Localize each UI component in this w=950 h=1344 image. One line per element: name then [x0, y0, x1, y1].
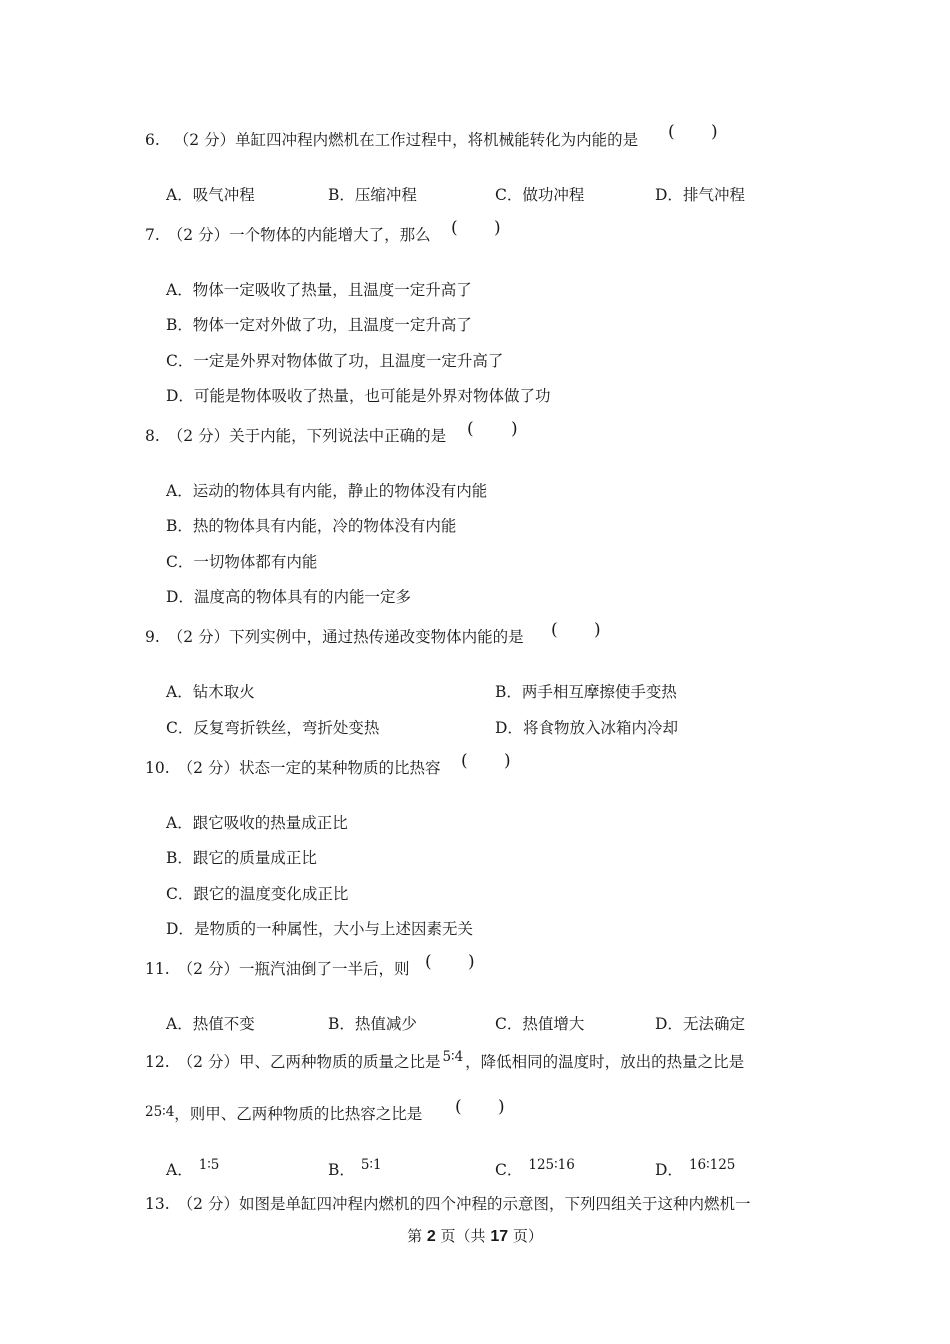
question-text: 一瓶汽油倒了一半后，则 — [238, 960, 410, 978]
option-b — [495, 682, 677, 702]
option-letter: D． — [655, 1015, 683, 1033]
option-text: 将食物放入冰箱内冷却 — [522, 719, 678, 737]
footer-suffix: 页） — [508, 1227, 543, 1245]
answer-paren-open: ( — [461, 751, 468, 771]
option-a — [166, 1014, 255, 1034]
option-b — [166, 315, 472, 335]
option-letter: D． — [166, 387, 194, 405]
option-letter: B． — [166, 316, 193, 334]
option-a — [166, 280, 472, 300]
question-score: （2 分） — [173, 131, 236, 149]
question-number: 9. — [145, 628, 160, 646]
question-number: 13. — [145, 1195, 170, 1213]
option-b — [166, 516, 456, 536]
option-d — [166, 587, 411, 607]
option-letter: C． — [495, 1015, 523, 1033]
option-d — [166, 919, 473, 939]
question-number: 11. — [145, 960, 170, 978]
option-c — [166, 351, 503, 371]
option-text: 1∶5 — [198, 1157, 220, 1173]
option-b — [328, 1014, 417, 1034]
question-13-stem — [145, 1194, 750, 1214]
option-text: 物体一定吸收了热量，且温度一定升高了 — [192, 281, 472, 299]
answer-paren-open: ( — [467, 419, 474, 439]
option-text: 是物质的一种属性，大小与上述因素无关 — [193, 920, 473, 938]
option-letter: D． — [655, 1161, 683, 1179]
option-text: 吸气冲程 — [192, 186, 255, 204]
question-12-stem-line1 — [145, 1049, 745, 1073]
question-text: 单缸四冲程内燃机在工作过程中，将机械能转化为内能的是 — [235, 131, 639, 149]
option-letter: A． — [166, 281, 193, 299]
answer-paren-close: ) — [498, 1097, 505, 1117]
option-letter: A． — [166, 1161, 193, 1179]
question-number: 6. — [145, 131, 160, 149]
answer-paren-close: ) — [468, 952, 475, 972]
footer-page-number: 2 — [426, 1228, 436, 1245]
answer-paren-close: ) — [594, 620, 601, 640]
answer-paren-open: ( — [668, 122, 675, 142]
option-text: 热值减少 — [354, 1015, 417, 1033]
option-text: 做功冲程 — [522, 186, 585, 204]
option-letter: A． — [166, 482, 193, 500]
option-d — [655, 1157, 736, 1181]
option-text: 125∶16 — [528, 1157, 575, 1173]
option-d — [166, 386, 550, 406]
footer-prefix: 第 — [407, 1227, 427, 1245]
question-text: 一个物体的内能增大了，那么 — [229, 226, 431, 244]
option-letter: A． — [166, 683, 193, 701]
question-12-stem-line2 — [145, 1104, 422, 1125]
option-a — [166, 813, 348, 833]
option-letter: C． — [495, 186, 523, 204]
option-c — [495, 185, 584, 205]
option-text: 无法确定 — [682, 1015, 745, 1033]
option-d — [495, 718, 678, 738]
option-c — [495, 1157, 575, 1181]
heat-ratio: 25∶4 — [145, 1104, 175, 1120]
question-score: （2 分） — [177, 1053, 239, 1071]
question-9-stem — [145, 627, 524, 647]
question-number: 7. — [145, 226, 160, 244]
answer-paren-close: ) — [511, 419, 518, 439]
answer-paren-open: ( — [451, 218, 458, 238]
option-letter: C． — [166, 352, 194, 370]
option-text: 跟它吸收的热量成正比 — [192, 814, 348, 832]
option-text: 温度高的物体具有的内能一定多 — [193, 588, 411, 606]
option-letter: B． — [166, 517, 193, 535]
option-c — [495, 1014, 584, 1034]
option-text: 一定是外界对物体做了功，且温度一定升高了 — [193, 352, 504, 370]
option-text: 热值不变 — [192, 1015, 255, 1033]
option-b — [166, 848, 317, 868]
option-letter: D． — [166, 588, 194, 606]
question-text: 如图是单缸四冲程内燃机的四个冲程的示意图，下列四组关于这种内燃机一 — [238, 1195, 751, 1213]
option-text: 两手相互摩擦使手变热 — [521, 683, 677, 701]
question-score: （2 分） — [167, 628, 230, 646]
question-score: （2 分） — [167, 427, 230, 445]
option-text: 物体一定对外做了功，且温度一定升高了 — [192, 316, 472, 334]
option-text: 热值增大 — [522, 1015, 585, 1033]
option-c — [166, 552, 317, 572]
option-text: 跟它的质量成正比 — [192, 849, 317, 867]
question-7-stem — [145, 225, 431, 245]
option-letter: C． — [166, 885, 194, 903]
answer-paren-open: ( — [455, 1097, 462, 1117]
question-score: （2 分） — [167, 226, 230, 244]
question-number: 10. — [145, 759, 170, 777]
option-a — [166, 1157, 220, 1181]
footer-total-pages: 17 — [490, 1228, 509, 1245]
option-text: 5∶1 — [360, 1157, 382, 1173]
option-text: 可能是物体吸收了热量，也可能是外界对物体做了功 — [193, 387, 551, 405]
option-a — [166, 481, 487, 501]
option-text: 一切物体都有内能 — [193, 553, 318, 571]
question-8-stem — [145, 426, 446, 446]
option-letter: A． — [166, 1015, 193, 1033]
option-letter: B． — [328, 1161, 355, 1179]
question-text: 下列实例中，通过热传递改变物体内能的是 — [229, 628, 524, 646]
option-b — [328, 185, 417, 205]
option-letter: B． — [495, 683, 522, 701]
answer-paren-open: ( — [425, 952, 432, 972]
option-letter: B． — [166, 849, 193, 867]
question-text: ，降低相同的温度时，放出的热量之比是 — [465, 1053, 745, 1071]
option-letter: B． — [328, 186, 355, 204]
option-text: 反复弯折铁丝，弯折处变热 — [193, 719, 380, 737]
option-letter: A． — [166, 186, 193, 204]
option-a — [166, 682, 255, 702]
page-footer — [0, 1226, 950, 1247]
answer-paren-close: ) — [504, 751, 511, 771]
question-text: 关于内能，下列说法中正确的是 — [229, 427, 447, 445]
option-letter: C． — [166, 719, 194, 737]
mass-ratio: 5∶4 — [442, 1049, 464, 1065]
question-score: （2 分） — [177, 1195, 239, 1213]
option-text: 压缩冲程 — [354, 186, 417, 204]
question-text: 状态一定的某种物质的比热容 — [238, 759, 441, 777]
answer-paren-open: ( — [551, 620, 558, 640]
option-text: 热的物体具有内能，冷的物体没有内能 — [192, 517, 457, 535]
option-text: 运动的物体具有内能，静止的物体没有内能 — [192, 482, 488, 500]
question-6-stem — [145, 130, 638, 150]
option-text: 跟它的温度变化成正比 — [193, 885, 349, 903]
option-text: 16∶125 — [688, 1157, 736, 1173]
option-c — [166, 718, 379, 738]
question-10-stem — [145, 758, 440, 778]
answer-paren-close: ) — [494, 218, 501, 238]
option-letter: D． — [495, 719, 523, 737]
option-letter: C． — [495, 1161, 523, 1179]
option-d — [655, 185, 745, 205]
question-score: （2 分） — [177, 960, 239, 978]
question-number: 8. — [145, 427, 160, 445]
footer-mid: 页（共 — [435, 1227, 491, 1245]
question-number: 12. — [145, 1053, 170, 1071]
option-letter: D． — [166, 920, 194, 938]
question-text: 甲、乙两种物质的质量之比是 — [238, 1053, 441, 1071]
option-b — [328, 1157, 382, 1181]
answer-paren-close: ) — [711, 122, 718, 142]
option-text: 排气冲程 — [682, 186, 745, 204]
option-text: 钻木取火 — [192, 683, 255, 701]
option-letter: C． — [166, 553, 194, 571]
question-text: ，则甲、乙两种物质的比热容之比是 — [174, 1105, 423, 1123]
option-a — [166, 185, 255, 205]
option-letter: D． — [655, 186, 683, 204]
option-d — [655, 1014, 745, 1034]
question-11-stem — [145, 959, 409, 979]
option-c — [166, 884, 348, 904]
question-score: （2 分） — [177, 759, 239, 777]
option-letter: A． — [166, 814, 193, 832]
option-letter: B． — [328, 1015, 355, 1033]
